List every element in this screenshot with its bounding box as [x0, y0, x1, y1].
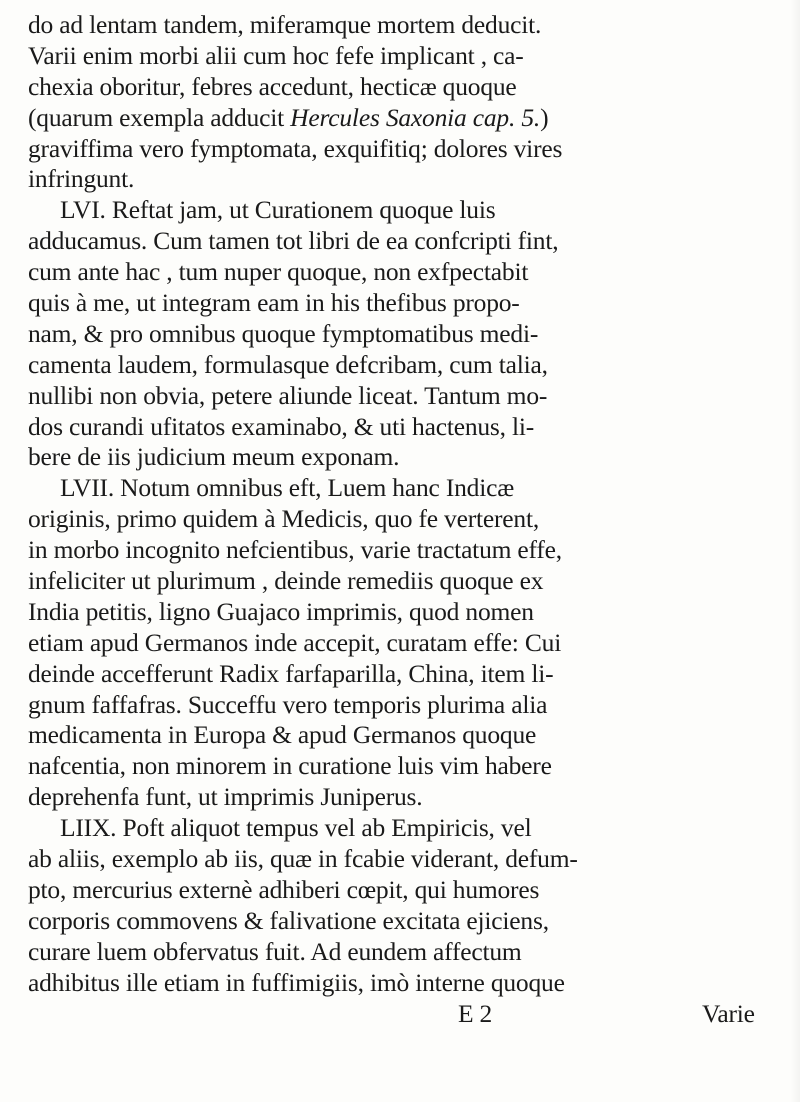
text-line: pto, mercurius externè adhiberi cœpit, qui humores: [28, 874, 540, 904]
text-line: do ad lentam tandem, miferamque mortem deducit.: [28, 10, 542, 39]
text-line: camenta laudem, formulasque defcribam, cum talia,: [28, 349, 548, 379]
text-line: quis à me, ut integram eam in his thefibus propo-: [28, 288, 520, 318]
text-line: curare luem obfervatus fuit. Ad eundem affectum: [28, 936, 522, 966]
citation-italic: Hercules Saxonia cap. 5.: [290, 102, 541, 132]
text-line: medicamenta in Europa & apud Germanos quoque: [28, 720, 537, 750]
text-fragment: ): [540, 102, 549, 132]
signature-mark: E 2: [458, 998, 493, 1028]
catchword: Varie: [702, 998, 755, 1028]
text-line: nam, & pro omnibus quoque fymptomatibus medi-: [28, 318, 539, 348]
page-footer: [28, 999, 788, 1030]
text-line: infeliciter ut plurimum , deinde remediis quoque ex: [28, 566, 544, 596]
text-line: adducamus. Cum tamen tot libri de ea confcripti fint,: [28, 226, 559, 256]
text-line: Varii enim morbi alii cum hoc fefe implicant , ca-: [28, 40, 524, 70]
text-line: corporis commovens & falivatione excitata ejiciens,: [28, 905, 549, 935]
text-line: graviffima vero fymptomata, exquifitiq; dolores vires: [28, 133, 563, 163]
text-line: nullibi non obvia, petere aliunde liceat. Tantum mo-: [28, 380, 548, 410]
text-line: ab aliis, exemplo ab iis, quæ in fcabie viderant, defum-: [28, 844, 578, 874]
section-lvii-start: LVII. Notum omnibus eft, Luem hanc Indicæ: [60, 473, 515, 503]
text-fragment: (quarum exempla adducit: [28, 102, 291, 132]
text-line: adhibitus ille etiam in fuffimigiis, imò interne quoque: [28, 967, 565, 997]
page-edge-shadow: [790, 0, 800, 1102]
text-line-with-citation: [28, 103, 788, 134]
section-liix-start: LIIX. Poft aliquot tempus vel ab Empiricis, vel: [60, 813, 532, 843]
text-line: chexia oboritur, febres accedunt, hecticæ quoque: [28, 71, 517, 101]
text-line: deinde accefferunt Radix farfaparilla, China, item li-: [28, 658, 554, 688]
text-line: deprehenfa funt, ut imprimis Juniperus.: [28, 782, 423, 812]
section-lvi-start: LVI. Reftat jam, ut Curationem quoque luis: [60, 195, 496, 225]
text-line: nafcentia, non minorem in curatione luis vim habere: [28, 751, 552, 781]
text-line: cum ante hac , tum nuper quoque, non exfpectabit: [28, 257, 529, 287]
text-line: etiam apud Germanos inde accepit, curatam effe: Cui: [28, 627, 562, 657]
body-text: [28, 10, 788, 1029]
text-line: originis, primo quidem à Medicis, quo fe verterent,: [28, 504, 540, 534]
text-line: India petitis, ligno Guajaco imprimis, quod nomen: [28, 596, 534, 626]
text-line: in morbo incognito nefcientibus, varie tractatum effe,: [28, 535, 562, 565]
text-line: infringunt.: [28, 164, 135, 194]
text-line: gnum faffafras. Succeffu vero temporis plurima alia: [28, 689, 548, 719]
text-line: bere de iis judicium meum exponam.: [28, 442, 400, 472]
text-line: dos curandi ufitatos examinabo, & uti hactenus, li-: [28, 411, 535, 441]
